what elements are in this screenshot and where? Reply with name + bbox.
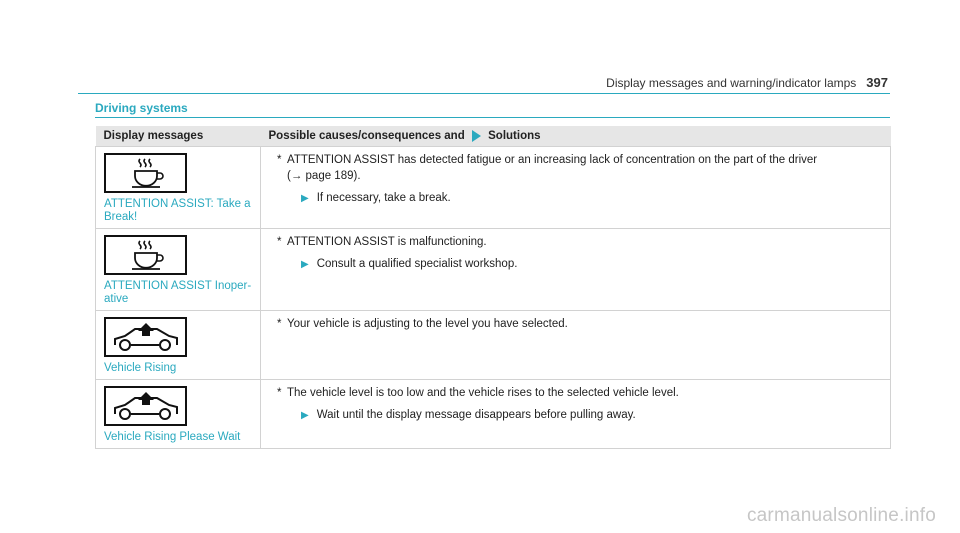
solution-arrow-icon: ▶ bbox=[301, 259, 309, 270]
column-header-causes-solutions: Possible causes/consequences and Solutions bbox=[261, 126, 891, 147]
solution-text: Consult a qualified specialist workshop. bbox=[316, 258, 518, 270]
cause-text: ATTENTION ASSIST is malfunctioning. bbox=[287, 236, 487, 248]
coffee-cup-icon bbox=[104, 235, 187, 275]
section-title: Driving systems bbox=[95, 101, 188, 115]
solution-arrow-icon: ▶ bbox=[301, 410, 309, 421]
header-divider bbox=[78, 93, 890, 94]
table-row bbox=[96, 229, 891, 311]
message-label: ATTENTION ASSIST: Take a Break! bbox=[104, 198, 251, 223]
cause-cell: * ATTENTION ASSIST has detected fatigue or an increasing lack of concentration on the part of the driver (→ page 189). ▶ If necessary, take a break. bbox=[261, 147, 891, 229]
solution-arrow-icon bbox=[472, 130, 481, 142]
column-header-display-messages: Display messages bbox=[96, 126, 261, 147]
watermark: carmanualsonline.info bbox=[746, 505, 936, 526]
table-row bbox=[96, 380, 891, 449]
page-header-title: Display messages and warning/indicator lamps bbox=[606, 76, 857, 90]
cause-cell: * Your vehicle is adjusting to the level you have selected. bbox=[261, 311, 891, 380]
table-row bbox=[96, 311, 891, 380]
cause-text: ATTENTION ASSIST has detected fatigue or an increasing lack of concentration on the part of the driver bbox=[287, 154, 818, 166]
coffee-cup-icon bbox=[104, 153, 187, 193]
message-cell bbox=[96, 311, 261, 380]
section-divider bbox=[95, 117, 890, 118]
cause-text: The vehicle level is too low and the vehicle rises to the selected vehicle level. bbox=[287, 387, 679, 399]
vehicle-rising-icon bbox=[104, 317, 187, 357]
message-label: Vehicle Rising bbox=[104, 362, 177, 374]
message-cell bbox=[96, 147, 261, 229]
vehicle-rising-icon bbox=[104, 386, 187, 426]
cause-cell: * The vehicle level is too low and the vehicle rises to the selected vehicle level. ▶ Wait until the display message disappears before pulling away. bbox=[261, 380, 891, 449]
solution-text: If necessary, take a break. bbox=[316, 192, 451, 204]
solution-text: Wait until the display message disappears before pulling away. bbox=[316, 409, 636, 421]
cause-text: Your vehicle is adjusting to the level you have selected. bbox=[287, 318, 568, 330]
page-number: 397 bbox=[866, 75, 888, 90]
cause-cell: * ATTENTION ASSIST is malfunctioning. ▶ Consult a qualified specialist workshop. bbox=[261, 229, 891, 311]
table-header-row bbox=[96, 126, 891, 147]
message-cell bbox=[96, 229, 261, 311]
message-label: Vehicle Rising Please Wait bbox=[104, 431, 241, 443]
solution-arrow-icon: ▶ bbox=[301, 193, 309, 204]
message-label: ATTENTION ASSIST Inoper-ative bbox=[104, 280, 252, 305]
page-header bbox=[606, 75, 888, 90]
display-messages-table bbox=[95, 126, 891, 449]
table-row bbox=[96, 147, 891, 229]
page-reference: (→ page 189). bbox=[287, 170, 361, 182]
message-cell bbox=[96, 380, 261, 449]
